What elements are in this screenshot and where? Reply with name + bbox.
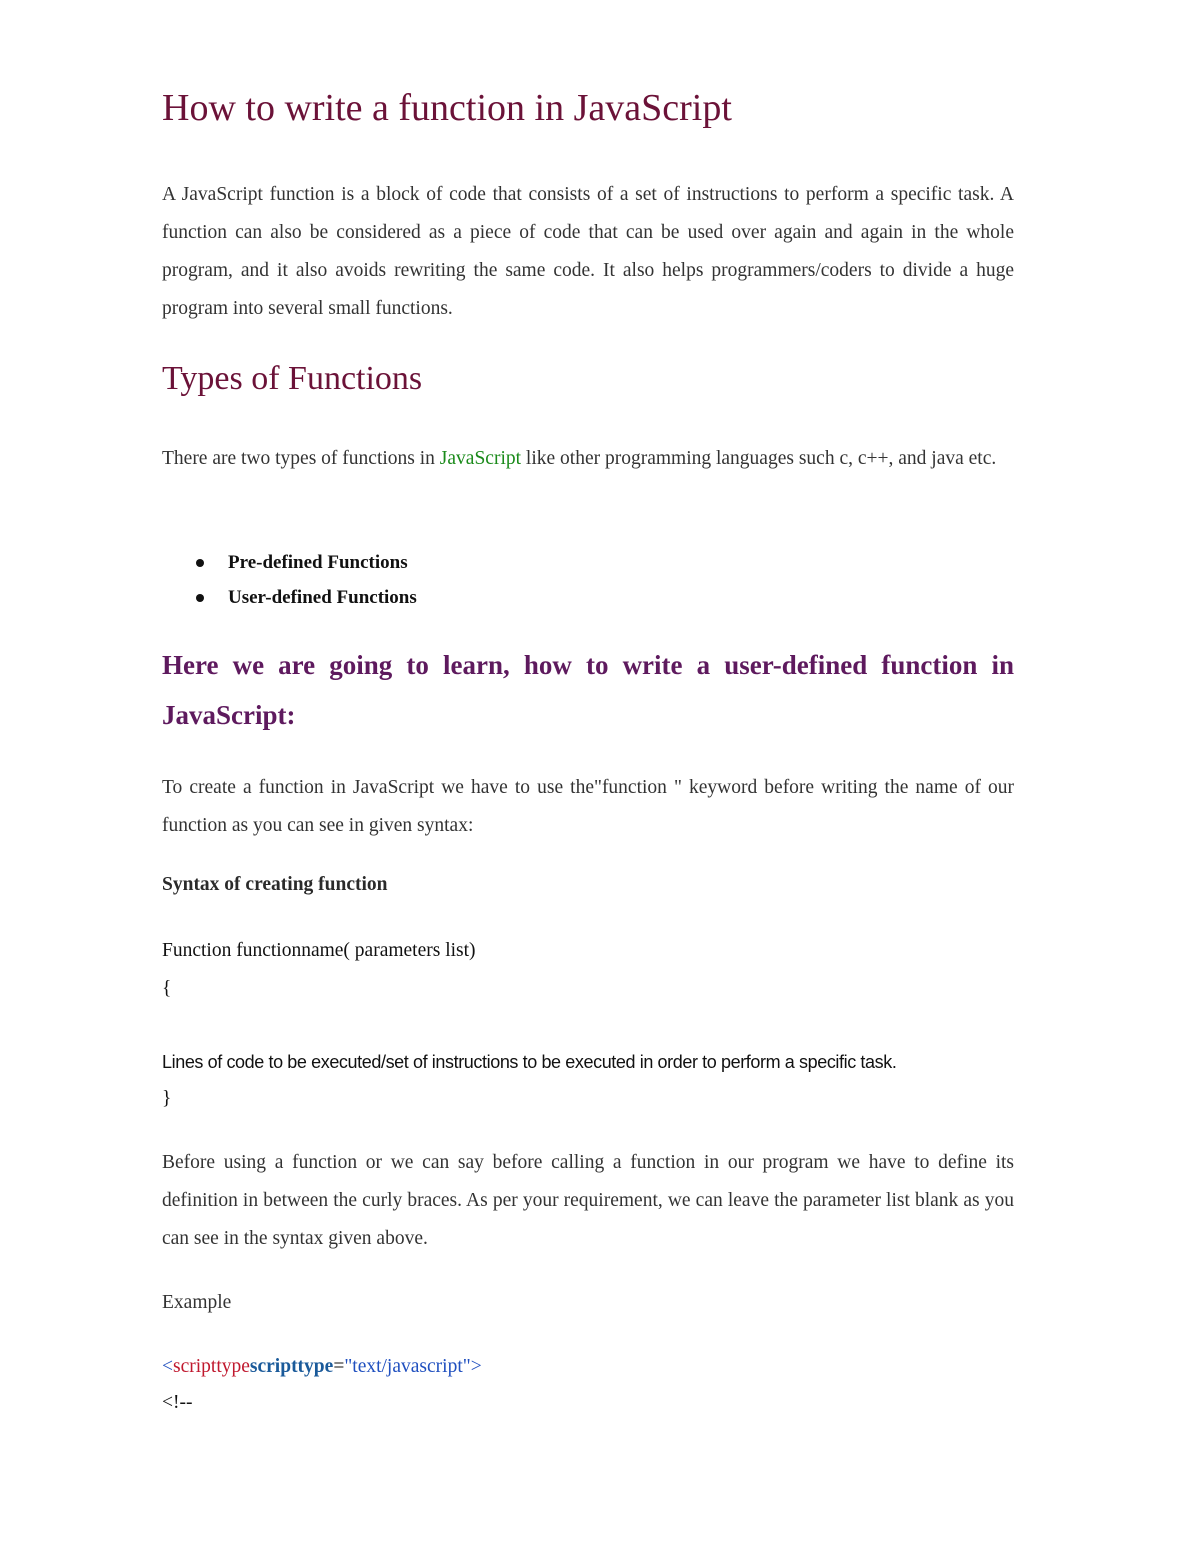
before-paragraph: Before using a function or we can say before calling a function in our program we have to define its definition in between the curly braces. As per your requirement, we can leave the parameter list blank as you can see in the syntax given above. <box>162 1152 1014 1249</box>
syntax-close-brace: } <box>162 1088 172 1109</box>
list-item-label: User-defined Functions <box>228 587 417 608</box>
example-script-tag <box>162 1356 482 1378</box>
syntax-open-brace: { <box>162 978 172 999</box>
tag-close-bracket: > <box>470 1356 482 1377</box>
syntax-heading: Syntax of creating function <box>162 874 388 895</box>
attribute-equals: = <box>333 1356 345 1377</box>
function-types-list <box>162 548 417 618</box>
create-paragraph: To create a function in JavaScript we have to use the"function " keyword before writing the name of our function as you can see in given syntax: <box>162 777 1014 836</box>
syntax-body: Lines of code to be executed/set of instructions to be executed in order to perform a specific task. <box>162 1052 897 1072</box>
tag-open-bracket: < <box>162 1356 173 1377</box>
example-label: Example <box>162 1292 232 1313</box>
tag-name: scripttype <box>173 1356 250 1377</box>
attribute-value: "text/javascript" <box>344 1356 471 1377</box>
intro-paragraph: A JavaScript function is a block of code that consists of a set of instructions to perform a specific task. A function can also be considered as a piece of code that can be used over again and again in the whole program, and it also avoids rewriting the same code. It also helps programmers/coders to divide a huge program into several small functions. <box>162 184 1014 319</box>
types-text-after: like other programming languages such c, c++, and java etc. <box>521 448 997 469</box>
types-paragraph <box>162 440 1014 478</box>
list-item-label: Pre-defined Functions <box>228 552 408 573</box>
example-comment-start: <!-- <box>162 1392 193 1413</box>
list-item <box>162 583 417 618</box>
list-item <box>162 548 417 583</box>
types-heading: Types of Functions <box>162 360 423 397</box>
javascript-link[interactable]: JavaScript <box>439 448 522 469</box>
syntax-signature: Function functionname( parameters list) <box>162 940 476 961</box>
bullet-icon <box>196 594 204 602</box>
learn-heading: Here we are going to learn, how to write a user-defined function in JavaScript: <box>162 650 1014 730</box>
types-text-before: There are two types of functions in <box>162 448 440 469</box>
page-title: How to write a function in JavaScript <box>162 87 732 129</box>
attribute-name: scripttype <box>249 1356 334 1377</box>
bullet-icon <box>196 559 204 567</box>
